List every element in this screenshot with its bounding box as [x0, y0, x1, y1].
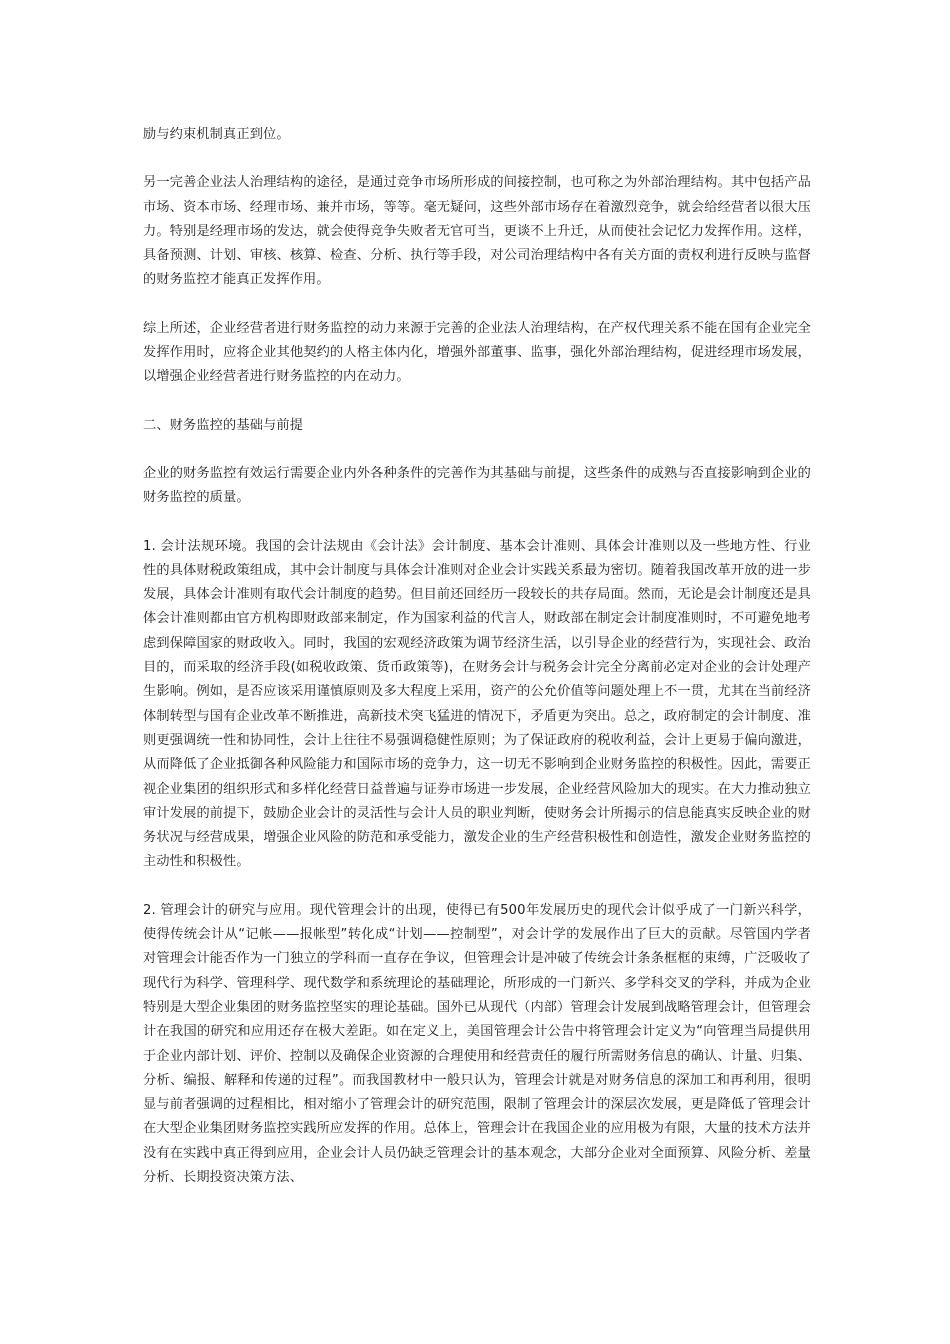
paragraph-summary: 综上所述，企业经营者进行财务监控的动力来源于完善的企业法人治理结构，在产权代理关系不能在国有企业完全发挥作用时，应将企业其他契约的人格主体内化，增强外部董事、监事，强化外部治理结构，促进经理市场发展，以增强企业经营者进行财务监控的内在动力。 [143, 320, 811, 385]
paragraph-spacer [143, 147, 811, 171]
paragraph-spacer [143, 875, 811, 899]
paragraph-spacer [143, 390, 811, 414]
paragraph-management-accounting: 2. 管理会计的研究与应用。现代管理会计的出现，使得已有500年发展历史的现代会计似乎成了一门新兴科学，使得传统会计从“记帐——报帐型”转化成“计划——控制型”，对会计学的发展作出了巨大的贡献。尽管国内学者对管理会计能否作为一门独立的学科而一直存在争议，但管理会计是冲破了传统会计条条框框的束缚，广泛吸收了现代行为科学、管理科学、现代数学和系统理论的基础理论，所形成的一门新兴、多学科交叉的学科，并成为企业特别是大型企业集团的财务监控坚实的理论基础。国外已从现代（内部）管理会计发展到战略管理会计，但管理会计在我国的研究和应用还存在极大差距。如在定义上，美国管理会计公告中将管理会计定义为“向管理当局提供用于企业内部计划、评价、控制以及确保企业资源的合理使用和经营责任的履行所需财务信息的确认、计量、归集、分析、编报、解释和传递的过程”。而我国教材中一般只认为，管理会计就是对财务信息的深加工和再利用，很明显与前者强调的过程相比，相对缩小了管理会计的研究范围，限制了管理会计的深层次发展，更是降低了管理会计在大型企业集团财务监控实践所应发挥的作用。总体上，管理会计在我国企业的应用极为有限，大量的技术方法并没有在实践中真正得到应用，企业会计人员仍缺乏管理会计的基本观念，大部分企业对全面预算、风险分析、差量分析、长期投资决策方法、 [143, 902, 811, 1185]
paragraph-continuation: 励与约束机制真正到位。 [143, 127, 290, 142]
paragraph-spacer [143, 438, 811, 462]
paragraph-foundation-intro: 企业的财务监控有效运行需要企业内外各种条件的完善作为其基础与前提，这些条件的成熟与否直接影响到企业的财务监控的质量。 [143, 465, 811, 506]
paragraph-spacer [143, 293, 811, 317]
paragraph-accounting-regulation: 1. 会计法规环境。我国的会计法规由《会计法》会计制度、基本会计准则、具体会计准则以及一些地方性、行业性的具体财税政策组成，其中会计制度与具体会计准则对企业会计实践关系最为密切。随着我国改革开放的进一步发展，具体会计准则有取代会计制度的趋势。但目前还回经历一段较长的共存局面。然而，无论是会计制度还是具体会计准则都由官方机构即财政部来制定，作为国家利益的代言人，财政部在制定会计制度准则时，不可避免地考虑到保障国家的财政收入。同时，我国的宏观经济政策为调节经济生活，以引导企业的经营行为，实现社会、政治目的，而采取的经济手段(如税收政策、货币政策等)，在财务会计与税务会计完全分离前必定对企业的会计处理产生影响。例如，是否应该采用谨慎原则及多大程度上采用，资产的公允价值等问题处理上不一贯，尤其在当前经济体制转型与国有企业改革不断推进，高新技术突飞猛进的情况下，矛盾更为突出。总之，政府制定的会计制度、准则更强调统一性和协同性，会计上往往不易强调稳健性原则；为了保证政府的税收利益，会计上更易于偏向激进，从而降低了企业抵御各种风险能力和国际市场的竞争力，这一切无不影响到企业财务监控的积极性。因此，需要正视企业集团的组织形式和多样化经营日益普遍与证券市场进一步发展，企业经营风险加大的现实。在大力推动独立审计发展的前提下，鼓励企业会计的灵活性与会计人员的职业判断，使财务会计所揭示的信息能真实反映企业的财务状况与经营成果，增强企业风险的防范和承受能力，激发企业的生产经营积极性和创造性，激发企业财务监控的主动性和积极性。 [143, 538, 811, 870]
section-heading: 二、财务监控的基础与前提 [143, 417, 304, 433]
paragraph-spacer [143, 511, 811, 535]
paragraph-external-governance: 另一完善企业法人治理结构的途径，是通过竞争市场所形成的间接控制，也可称之为外部治理结构。其中包括产品市场、资本市场、经理市场、兼并市场，等等。毫无疑问，这些外部市场存在着激烈竞争，就会给经营者以很大压力。特别是经理市场的发达，就会使得竞争失败者无官可当，更谈不上升迁，从而使社会记忆力发挥作用。这样，具备预测、计划、审核、核算、检查、分析、执行等手段，对公司治理结构中各有关方面的责权利进行反映与监督的财务监控才能真正发挥作用。 [143, 175, 811, 288]
document-body [143, 123, 811, 1190]
